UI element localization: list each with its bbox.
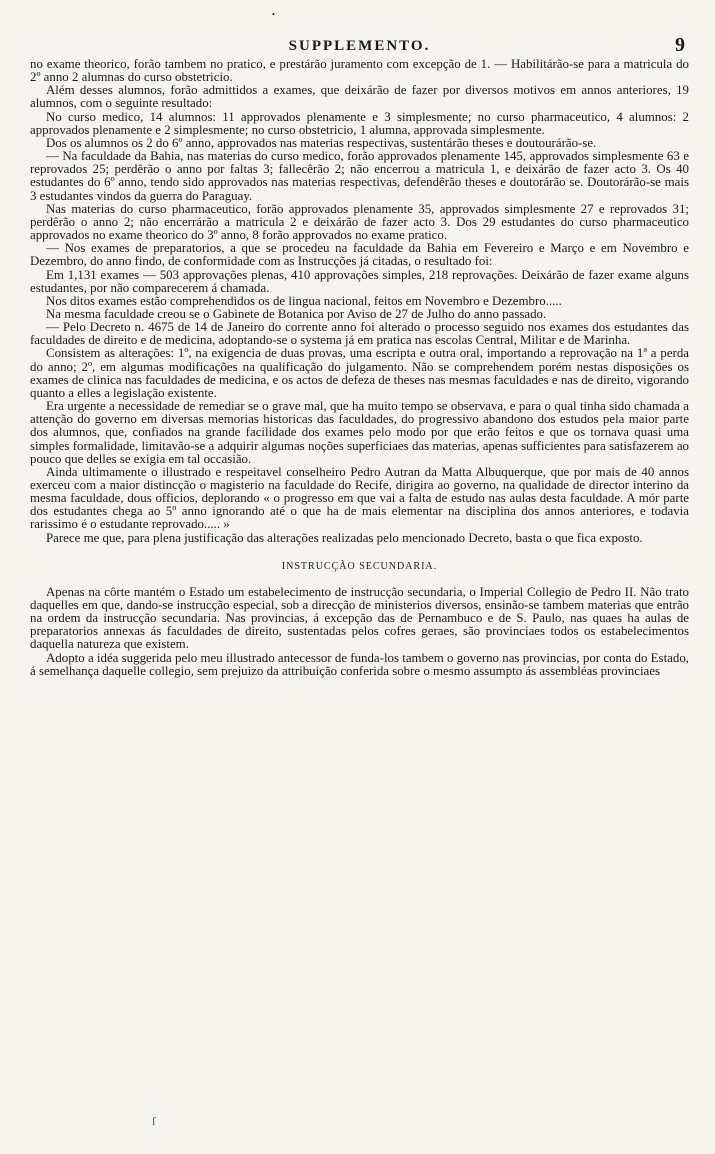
paragraph: — Nos exames de preparatorios, a que se procedeu na faculdade da Bahia em Fevereiro e Março e em Novembro e Dezembro, do anno findo, de conformidade com as Instrucções já citadas, o resultado foi: [30,241,689,269]
page-header [30,14,689,58]
section-heading: INSTRUCÇÃO SECUNDARIA. [281,560,438,572]
paragraph: no exame theorico, forão tambem no pratico, e prestárão juramento com excepção de 1. — Habilitárão-se para a matricula do 2º anno 2 alumnas do curso obstetricio. [30,57,689,85]
paragraph: Além desses alumnos, forão admittidos a exames, que deixárão de fazer por diversos motivos em annos anteriores, 19 alumnos, com o seguinte resultado: [30,83,689,111]
page-number: 9 [675,34,685,56]
running-head-title: SUPPLEMENTO. [288,38,431,54]
paragraph: Nos ditos exames estão comprehendidos os de lingua nacional, feitos em Novembro e Dezembro..... [46,293,562,308]
paragraph: Parece me que, para plena justificação das alterações realizadas pelo mencionado Decreto, basta o que fica exposto. [46,530,643,545]
paragraph: Nas materias do curso pharmaceutico, forão approvados plenamente 35, approvados simplesmente 27 e reprovados 31; perdêrão o anno 2; não encerrárão a matricula 2 e deixárão de fazer acto 3. Dos 29 estudantes do curso pharmaceutico approvados no exame theorico do 3º anno, 8 forão approvados no exame pratico. [30,201,689,243]
paragraph: Em 1,131 exames — 503 approvações plenas, 410 approvações simples, 218 reprovações. Deixárão de fazer exame alguns estudantes, por não comparecerem á chamada. [30,267,689,295]
body-text [30,58,689,678]
paragraph: Era urgente a necessidade de remediar se o grave mal, que ha muito tempo se observava, e para o qual tinha sido chamada a attenção do governo em diversas memorias historicas das faculdades, do progressivo abandono dos estudos pela maior parte dos alumnos, que, confiados na grande facilidade dos exames pelo modo por que erão feitos e que os tornava quasi uma simples formalidade, limitavão-se a adquirir algumas noções superficiaes das materias, apenas sufficientes para satisfazerem ao pouco que delles se exigia em tal occasião. [30,399,689,466]
paragraph: Apenas na côrte mantém o Estado um estabelecimento de instrucção secundaria, o Imperial Collegio de Pedro II. Não trato daquelles em que, dando-se instrucção especial, sob a direcção de ministerios diversos, ensinão-se tambem materias que entrão na ordem da instrucção secundaria. Nas provincias, á excepção das de Pernambuco e de S. Paulo, nas quaes ha aulas de preparatorios annexas ás faculdades de direito, sustentadas pelos cofres geraes, são provinciaes todos os estabelecimentos daquella natureza que existem. [30,584,689,652]
top-ink-mark: • [272,10,275,19]
paragraph: Ainda ultimamente o illustrado e respeitavel conselheiro Pedro Autran da Matta Albuquerque, que por mais de 40 annos exerceu com a maior distincção o magisterio na faculdade do Recife, dirigira ao governo, na qualidade de director interino da mesma faculdade, dous officios, deplorando « o progresso em que vai a falta de estudo nas aulas desta faculdade. A mór parte dos estudantes chega ao 5º anno ignorando até o que ha de mais elementar na disciplina dos annos anteriores, e todavia rarissimo é o estudante reprovado..... » [30,464,689,532]
footer-ink-mark: ſ [152,1114,156,1128]
paragraph: Adopto a idéa suggerida pelo meu illustrado antecessor de funda-los tambem o governo nas provincias, por conta do Estado, á semelhança daquelle collegio, sem prejuizo da attribuição conferida sobre o mesmo assumpto ás assembléas provinciaes [30,650,689,678]
paragraph: Consistem as alterações: 1º, na exigencia de duas provas, uma escripta e outra oral, importando a reprovação na 1ª a perda do anno; 2º, em algumas modificações na qualificação do julgamento. Não se comprehendem porém nestas disposições os exames de clinica nas faculdades de medicina, e os actos de defeza de theses nas mesmas faculdades e nas de direito, vigorando quanto a elles a legislação existente. [30,346,689,400]
paragraph: Na mesma faculdade creou se o Gabinete de Botanica por Aviso de 27 de Julho do anno passado. [46,306,547,321]
paragraph: No curso medico, 14 alumnos: 11 approvados plenamente e 3 simplesmente; no curso pharmaceutico, 4 alumnos: 2 approvados plenamente e 2 simplesmente; no curso obstetricio, 1 alumna, approvada simplesmente. [30,109,689,137]
paragraph: Dos os alumnos os 2 do 6º anno, approvados nas materias respectivas, sustentárão theses e doutourárão-se. [46,135,597,150]
paragraph: — Na faculdade da Bahia, nas materias do curso medico, forão approvados plenamente 145, approvados simplesmente 63 e reprovados 25; perdêrão o anno por faltas 3; fallecêrão 2; não encerrou a matricula 1, e deixárão de fazer acto 3. Os 40 estudantes do 6º anno, tendo sido approvados nas materias respectivas, defendêrão theses e doutorárão se. Doutorárão-se mais 3 estudantes vindos da guerra do Paraguay. [30,149,689,203]
paragraph: — Pelo Decreto n. 4675 de 14 de Janeiro do corrente anno foi alterado o processo seguido nos exames dos estudantes das faculdades de direito e de medicina, adoptando-se o systema já em pratica nas escolas Central, Militar e de Marinha. [30,320,689,348]
